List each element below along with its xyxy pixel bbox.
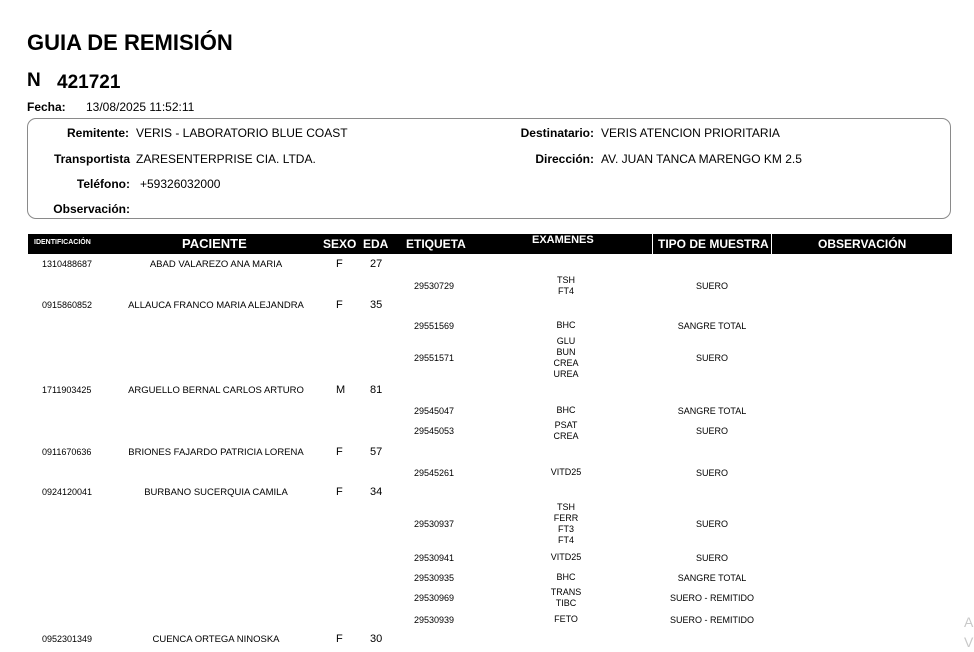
- exam-code: FERR: [553, 513, 579, 523]
- transportista-label: Transportista: [53, 152, 130, 166]
- exam-code: GLU: [556, 336, 576, 346]
- destinatario-label: Destinatario:: [520, 126, 594, 140]
- telefono-label: Teléfono:: [76, 177, 130, 191]
- patient-age: 30: [370, 633, 383, 645]
- sample-type: SANGRE TOTAL: [677, 320, 747, 331]
- sample-exams: [526, 320, 606, 331]
- destinatario-value: VERIS ATENCION PRIORITARIA: [601, 126, 780, 140]
- sample-label: 29545053: [414, 426, 455, 436]
- sample-type: SUERO - REMITIDO: [669, 614, 754, 625]
- exam-code: VITD25: [550, 552, 582, 562]
- sample-label: 29545047: [414, 405, 455, 416]
- header-identificacion: IDENTIFICACIÓN: [34, 239, 91, 246]
- patient-id: 0915860852: [42, 300, 93, 310]
- patient-sex: F: [336, 299, 343, 311]
- patient-id: 1310488687: [42, 259, 93, 269]
- remitente-label: Remitente:: [66, 126, 129, 140]
- patient-age: 34: [370, 486, 383, 498]
- patient-sex: M: [336, 384, 346, 396]
- sample-exams: [526, 552, 606, 563]
- remitente-value: VERIS - LABORATORIO BLUE COAST: [136, 126, 348, 140]
- sample-type: SUERO: [695, 467, 728, 478]
- patient-name: BURBANO SUCERQUIA CAMILA: [144, 487, 288, 498]
- exam-code: TIBC: [555, 598, 577, 608]
- exam-code: VITD25: [550, 467, 582, 477]
- transportista-value: ZARESENTERPRISE CIA. LTDA.: [136, 152, 316, 166]
- sample-exams: [526, 275, 606, 297]
- sample-type: SUERO: [695, 426, 728, 436]
- corner-text-line: A: [964, 614, 974, 630]
- observacion-label: Observación:: [53, 202, 130, 216]
- patient-id: 0924120041: [42, 487, 93, 497]
- sample-exams: [526, 572, 606, 583]
- patient-name: ARGUELLO BERNAL CARLOS ARTURO: [128, 385, 304, 396]
- exam-code: PSAT: [554, 420, 578, 430]
- sample-label: 29530935: [414, 572, 455, 583]
- header-paciente: PACIENTE: [182, 236, 247, 251]
- sample-exams: [526, 502, 606, 546]
- patient-sex: F: [336, 446, 343, 458]
- document-number: 421721: [57, 72, 121, 93]
- telefono-value: +59326032000: [140, 177, 221, 191]
- sample-exams: [526, 336, 606, 380]
- patient-name: CUENCA ORTEGA NINOSKA: [152, 634, 280, 645]
- sample-exams: [526, 587, 606, 609]
- sample-type: SUERO: [695, 552, 728, 563]
- sample-label: 29530941: [414, 552, 455, 563]
- sample-exams: [526, 420, 606, 442]
- header-tipo-muestra: TIPO DE MUESTRA: [658, 237, 769, 251]
- corner-text-line: V: [964, 634, 974, 650]
- patient-name: ABAD VALAREZO ANA MARIA: [149, 259, 283, 270]
- page-title: GUIA DE REMISIÓN: [27, 30, 233, 55]
- exam-code: BHC: [556, 572, 576, 582]
- patient-id: 0911670636: [42, 447, 92, 457]
- sample-type: SANGRE TOTAL: [677, 405, 747, 416]
- sample-label: 29551569: [414, 320, 455, 331]
- sample-label: 29530969: [414, 593, 455, 603]
- patient-id: 1711903425: [42, 385, 92, 395]
- patient-sex: F: [336, 633, 343, 645]
- exam-code: TRANS: [550, 587, 582, 597]
- patient-age: 35: [370, 299, 383, 311]
- sample-exams: [526, 614, 606, 625]
- header-sexo: SEXO: [323, 237, 357, 251]
- patient-sex: F: [336, 486, 343, 498]
- patient-id: 0952301349: [42, 634, 93, 644]
- patient-name: ALLAUCA FRANCO MARIA ALEJANDRA: [128, 300, 304, 311]
- header-edad: EDA: [363, 237, 389, 251]
- exam-code: FT4: [557, 286, 574, 296]
- sample-type: SANGRE TOTAL: [677, 572, 747, 583]
- sample-label: 29530939: [414, 614, 455, 625]
- sample-exams: [526, 467, 606, 478]
- exam-code: BHC: [556, 405, 576, 415]
- header-examenes: EXAMENES: [532, 234, 594, 246]
- sample-exams: [526, 405, 606, 416]
- direccion-label: Dirección:: [535, 152, 594, 166]
- exam-code: CREA: [553, 358, 579, 368]
- direccion-value: AV. JUAN TANCA MARENGO KM 2.5: [601, 152, 802, 166]
- sample-label: 29551571: [414, 353, 455, 363]
- exam-code: FT3: [557, 524, 574, 534]
- exam-code: UREA: [553, 369, 579, 379]
- corner-text: [964, 612, 973, 652]
- sample-type: SUERO - REMITIDO: [669, 593, 754, 603]
- exam-code: FT4: [557, 535, 574, 545]
- exam-code: TSH: [557, 502, 575, 512]
- fecha-value: 13/08/2025 11:52:11: [86, 100, 195, 114]
- header-etiqueta: ETIQUETA: [406, 237, 466, 251]
- fecha-label: Fecha:: [27, 100, 66, 114]
- sample-type: SUERO: [695, 519, 728, 529]
- patient-age: 81: [370, 384, 383, 396]
- exam-code: CREA: [553, 431, 579, 441]
- patient-age: 57: [370, 446, 383, 458]
- sample-label: 29530729: [414, 281, 455, 291]
- number-label: N: [27, 70, 41, 91]
- exam-code: TSH: [557, 275, 575, 285]
- patient-name: BRIONES FAJARDO PATRICIA LORENA: [128, 447, 304, 458]
- sample-type: SUERO: [695, 281, 728, 291]
- exam-code: FETO: [554, 614, 578, 624]
- sample-type: SUERO: [695, 353, 728, 363]
- patient-sex: F: [336, 258, 343, 270]
- exam-code: BUN: [556, 347, 576, 357]
- sample-label: 29545261: [414, 467, 455, 478]
- header-observacion: OBSERVACIÓN: [818, 237, 907, 251]
- exam-code: BHC: [556, 320, 576, 330]
- sample-label: 29530937: [414, 519, 455, 529]
- patient-age: 27: [370, 258, 383, 270]
